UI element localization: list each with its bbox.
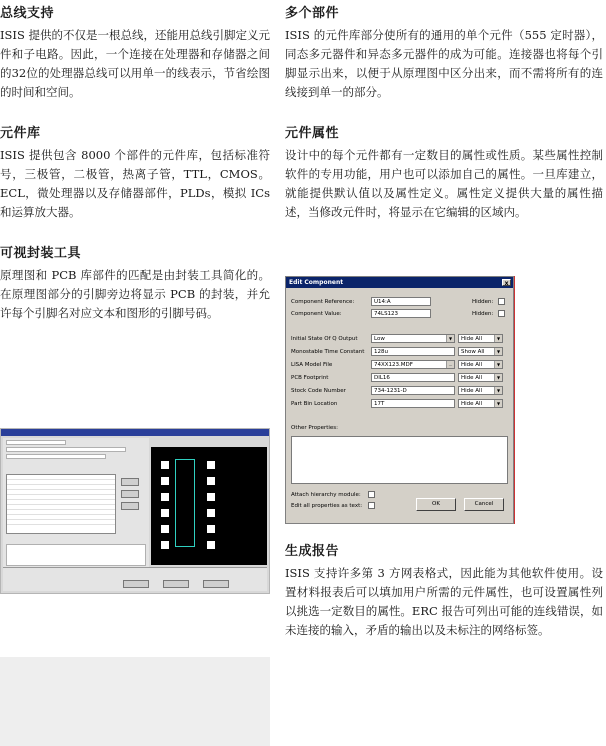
value-hidden-label: Hidden: [472,311,494,317]
property-label: Monostable Time Constant [291,349,365,355]
pin-table [6,474,116,534]
ok-button[interactable]: OK [416,498,456,511]
edit-component-dialog [285,276,514,524]
section-component-library [0,124,270,222]
close-icon[interactable]: x [502,279,511,286]
property-label: Initial State Of Q Output [291,336,358,342]
property-visibility-select[interactable]: Show All ▼ [458,347,503,356]
reference-label: Component Reference: [291,299,355,305]
section-package-tool [0,244,270,323]
chevron-down-icon: ▼ [494,348,502,355]
property-value-input[interactable]: 17T [371,399,455,408]
property-visibility-select[interactable]: Hide All ▼ [458,386,503,395]
property-label: PCB Footprint [291,375,329,381]
chevron-down-icon: ▼ [446,335,454,342]
property-value-input[interactable]: 74XX123.MDF … [371,360,455,369]
value-hidden-checkbox[interactable] [498,310,505,317]
edit-all-checkbox[interactable] [368,502,375,509]
dialog-title-bar [286,277,513,288]
value-label: Component Value: [291,311,342,317]
section-body: 设计中的每个元件都有一定数目的属性或性质。某些属性控制软件的专用功能，用户也可以添加自己的属性。一旦库建立，就能提供默认值以及属性定义。属性定义提供大量的属性描述，当修改元件时，将显示在它编辑的区域内。 [285,148,603,219]
section-heading: 元件属性 [285,126,340,141]
property-visibility-select[interactable]: Hide All ▼ [458,373,503,382]
property-value-select[interactable]: Low ▼ [371,334,455,343]
chevron-down-icon: ▼ [494,400,502,407]
package-tool-screenshot [0,428,270,594]
other-properties-textarea[interactable] [291,436,508,484]
section-reports [285,542,603,640]
section-heading: 可视封装工具 [0,246,82,261]
attach-hierarchy-label: Attach hierarchy module: [291,492,361,498]
divider [514,276,515,524]
browse-icon[interactable]: … [446,361,454,368]
attach-hierarchy-checkbox[interactable] [368,491,375,498]
property-value-input[interactable]: 128u [371,347,455,356]
section-bus-support [0,4,270,102]
section-body: ISIS 支持许多第 3 方网表格式，因此能为其他软件使用。设置材料报表后可以填加用户所需的元件属性，也可设置属性列以挑选一定数目的属性。ERC 报告可列出可能的连线错误，如未连接的输入，矛盾的输出以及未标注的网络标签。 [285,566,603,637]
property-label: LISA Model File [291,362,333,368]
property-label: Part Bin Location [291,401,338,407]
dil-package-outline [175,459,195,547]
package-tool-buttons [3,567,267,591]
section-multiple-parts [285,4,603,102]
chevron-down-icon: ▼ [494,361,502,368]
value-input[interactable]: 74LS123 [371,309,431,318]
property-value-input[interactable]: DIL16 [371,373,455,382]
section-body: 原理图和 PCB 库部件的匹配是由封装工具简化的。在原理图部分的引脚旁边将显示 PCB 的封装，并允许每个引脚名对应文本和图形的引脚号码。 [0,268,270,320]
reference-hidden-label: Hidden: [472,299,494,305]
edit-all-label: Edit all properties as text: [291,503,363,509]
chevron-down-icon: ▼ [494,387,502,394]
left-column [0,0,270,337]
package-tool-form [3,438,149,568]
property-visibility-select[interactable]: Hide All ▼ [458,334,503,343]
chevron-down-icon: ▼ [494,335,502,342]
property-visibility-select[interactable]: Hide All ▼ [458,399,503,408]
dialog-title: Edit Component [289,279,344,286]
section-body: ISIS 的元件库部分使所有的通用的单个元件（555 定时器），同态多元器件和异态多元器件的成为可能。连接器也将每个引脚显示出来，以便于从原理图中区分出来，而不需将所有的连线接到单一的部分。 [285,28,603,99]
other-properties-label: Other Properties: [291,425,339,431]
section-heading: 生成报告 [285,544,340,559]
package-preview [151,447,267,565]
cancel-button[interactable]: Cancel [464,498,504,511]
reference-hidden-checkbox[interactable] [498,298,505,305]
package-tool-title-bar [1,429,269,436]
section-heading: 多个部件 [285,6,340,21]
grey-blank-area [0,657,270,746]
section-heading: 总线支持 [0,6,55,21]
property-value-input[interactable]: 734-1231-D [371,386,455,395]
section-component-properties [285,124,603,222]
chevron-down-icon: ▼ [494,374,502,381]
section-body: ISIS 提供的不仅是一根总线，还能用总线引脚定义元件和子电路。因此，一个连接在处理器和存储器之间的32位的处理器总线可以用单一的线表示，节省绘图的时间和空间。 [0,28,270,99]
property-label: Stock Code Number [291,388,346,394]
reference-input[interactable]: U14:A [371,297,431,306]
section-heading: 元件库 [0,126,41,141]
section-body: ISIS 提供包含 8000 个部件的元件库，包括标准符号，三极管，二极管，热离子管，TTL，CMOS。ECL，微处理器以及存储器部件，PLDs，模拟 ICs 和运算放大器。 [0,148,270,219]
property-visibility-select[interactable]: Hide All ▼ [458,360,503,369]
